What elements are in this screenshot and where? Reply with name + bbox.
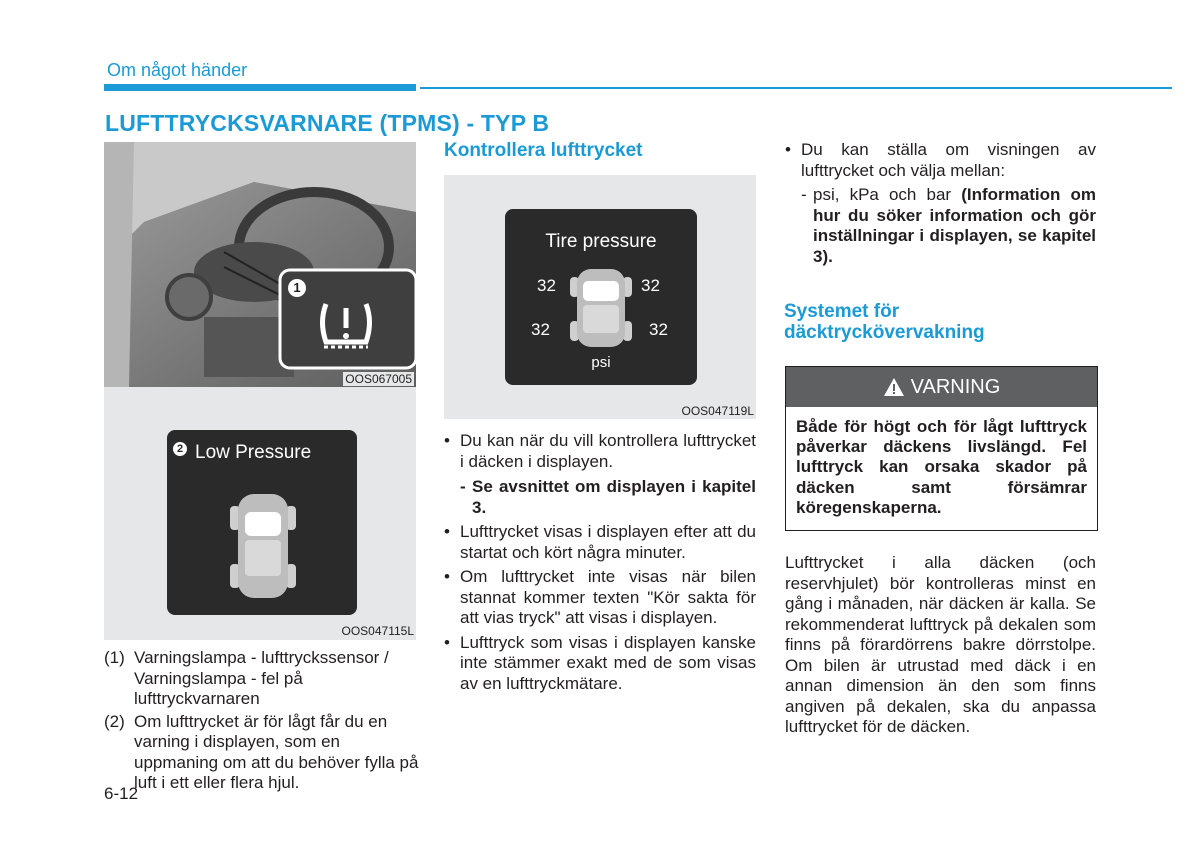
caption-number: (2) — [104, 711, 125, 731]
header-bar — [104, 84, 416, 91]
low-pressure-screen — [167, 430, 357, 615]
check-pressure-list — [444, 431, 756, 694]
list-item: • Du kan när du vill kontrollera lufttrycket i däcken i displayen. — [444, 431, 756, 472]
low-pressure-figure — [104, 394, 416, 640]
list-item: • Om lufttrycket inte visas när bilen stannat kommer texten "Kör sakta för att vias tryck" att visas i displayen. — [444, 567, 756, 629]
figure-code: OOS067005 — [345, 372, 412, 386]
callout-1: 1 — [293, 280, 301, 295]
callout-2: 2 — [173, 442, 187, 456]
section-heading: Kontrollera lufttrycket — [444, 140, 643, 161]
caption-text: Varningslampa - lufttryckssensor / Varningslampa - fel på lufttryckvarnaren — [134, 648, 389, 708]
settings-reference: (Information om hur du söker information och gör inställningar i displayen, se kapitel 3). — [813, 185, 1096, 266]
list-subitem: - Se avsnittet om displayen i kapitel 3. — [460, 477, 756, 518]
page-number: 6-12 — [104, 784, 139, 803]
dashboard-illustration — [104, 142, 416, 387]
dashboard-figure — [104, 142, 416, 394]
warning-box — [785, 366, 1098, 531]
body-paragraph: Lufttrycket i alla däcken (och reservhjulet) bör kontrolleras minst en gång i månaden, när däcken är kalla. Se rekommenderat lufttryck på dekalen som finns på förardörrens bakre dörrstolpe. Om bilen är utrustad med däck i en annan dimension än den som finns angiven på dekalen, ska du anpassa lufttrycket för de däcken. — [785, 553, 1096, 736]
header-rule — [420, 87, 1172, 89]
figure-captions — [104, 648, 419, 794]
tire-front-right: 32 — [641, 276, 660, 295]
tire-rear-left: 32 — [531, 320, 550, 339]
warning-title: VARNING — [910, 375, 1001, 398]
pressure-unit: psi — [591, 354, 611, 371]
list-item: • Lufttrycket visas i displayen efter att du startat och kört några minuter. — [444, 522, 756, 563]
warning-text: Både för högt och för lågt lufttryck påverkar däckens livslängd. Fel lufttryck kan orsaka skador på däcken samt försämrar köregenskaperna. — [796, 417, 1087, 517]
figure-code: OOS047119L — [681, 404, 754, 418]
tire-pressure-screen — [505, 209, 697, 385]
caption-number: (1) — [104, 648, 125, 667]
low-pressure-text: Low Pressure — [195, 442, 312, 463]
unit-options: psi, kPa och bar — [813, 185, 952, 204]
car-icon — [230, 492, 296, 602]
caption-item — [104, 712, 419, 794]
tire-rear-right: 32 — [649, 320, 668, 339]
tire-pressure-title: Tire pressure — [545, 231, 657, 252]
list-subitem — [801, 185, 1096, 267]
list-item: • Du kan ställa om visningen av lufttrycket och välja mellan: — [785, 140, 1096, 181]
page-title: LUFTTRYCKSVARNARE (TPMS) - TYP B — [105, 110, 550, 136]
figure-code: OOS047115L — [341, 624, 414, 638]
display-unit-list — [785, 140, 1096, 267]
warning-triangle-icon — [883, 377, 905, 397]
list-item: • Lufttryck som visas i displayen kanske inte stämmer exakt med de som visas av en lufttryckmätare. — [444, 633, 756, 695]
caption-text: Om lufttrycket är för lågt får du en varning i displayen, som en uppmaning om att du behöver fylla på luft i ett eller flera hjul. — [134, 711, 419, 792]
car-icon — [570, 267, 632, 349]
caption-item — [104, 648, 419, 710]
tire-front-left: 32 — [537, 276, 556, 295]
section-header: Om något händer — [107, 60, 248, 80]
tire-pressure-figure — [444, 175, 756, 419]
warning-header — [786, 367, 1097, 407]
section-heading: Systemet för däcktryckövervakning — [784, 301, 985, 343]
